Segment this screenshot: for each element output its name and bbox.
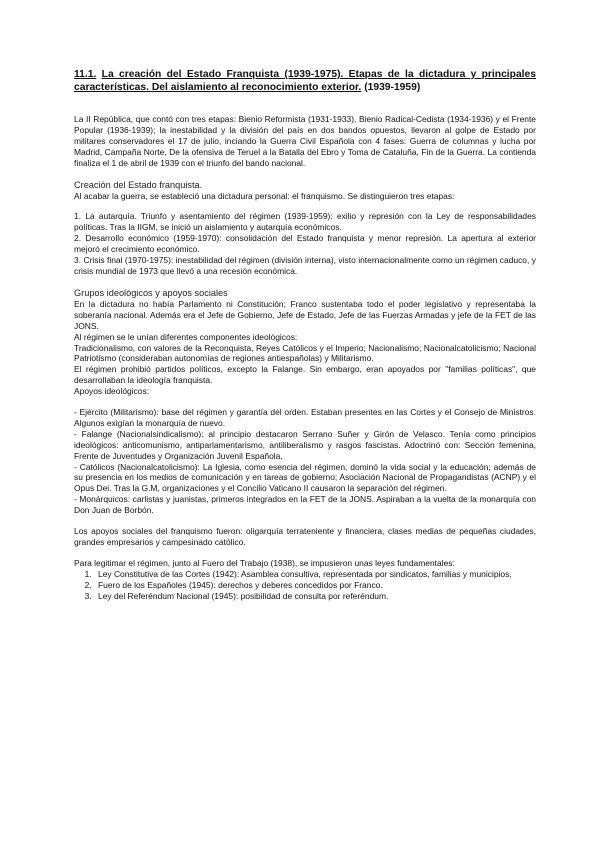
creation-heading: Creación del Estado franquista. (74, 179, 203, 190)
laws-list (74, 569, 536, 602)
title-dates: (1939-1959) (364, 82, 421, 93)
groups-paragraph: Tradicionalismo, con valores de la Reconquista, Reyes Católicos y el Imperio; Nacionalismo; Nacionalcatolicismo; Nacional Patriotismo (consideraban autonomías de regiones antiespañolas) y Militarismo. (74, 342, 536, 364)
creation-text: Al acabar la guerra, se estableció una dictadura personal: el franquismo. Se distinguieron tres etapas: (74, 190, 455, 201)
social-paragraph: Los apoyos sociales del franquismo fueron: oligarquía terrateniente y financiera, clases medias de pequeñas ciudades, grandes empresarios y campesinado católico. (74, 526, 536, 547)
stage-item: 3. Crisis final (1970-1975): inestabilidad del régimen (división interna), visto internacionalmente como un régimen caduco, y crisis mundial de 1973 que llevó a una recesión económica. (74, 255, 536, 276)
page-title (74, 68, 536, 94)
title-number: 11.1. (74, 69, 97, 80)
law-item: 3. Ley del Referéndum Nacional (1945): posibilidad de consulta por referéndum. (94, 591, 536, 602)
groups-paragraph: El régimen prohibió partidos políticos, excepto la Falange. Sin embargo, eran apoyados por "familias políticas", que desarrollaban la ideología franquista. (74, 364, 536, 386)
intro-paragraph: La II República, que contó con tres etapas: Bienio Reformista (1931-1933), Bienio Radical-Cedista (1934-1936) y el Frente Popular (1936-1939); la inestabilidad y la división del país en dos bandos opuestos, llevaron al golpe de Estado por militares conservadores el 17 de julio, inciando la Guerra Civil Española con 4 fases: Guerra de columnas y lucha por Madrid, Campaña Norte, De la ofensiva de Teruel a la Batalla del Ebro y Toma de Cataluña, Fin de la Guerra. La contienda finaliza el 1 de abril de 1939 con el triunfo del bando nacional. (74, 114, 536, 168)
support-item: - Falange (Nacionalsindicalismo): al principio destacaron Serrano Suñer y Girón de Velasco. Tenía como principios ideológicos: anticomunismo, antiparlamentarismo, antiliberalismo y rasgos fascistas. Adoctrinó con: Sección femenina, Frente de Juventudes y Organización Juvenil Española. (74, 428, 536, 461)
laws-intro: Para legitimar el régimen, junto al Fuero del Trabajo (1938), se impusieron unas leyes fundamentales: (74, 557, 455, 568)
support-item: - Ejército (Militarismo): base del régimen y garantía del orden. Estaban presentes en las Cortes y el Consejo de Ministros. Algunos exigían la monarquía de nuevo. (74, 407, 536, 428)
document-page (74, 68, 536, 602)
law-item: 2. Fuero de los Españoles (1945): derechos y deberes concedidos por Franco. (94, 580, 536, 591)
stage-item: 1. La autarquía. Triunfo y asentamiento del régimen (1939-1959): exilio y represión con la Ley de responsabilidades políticas. Tras la IIGM, se inició un aislamiento y autarquía económicos. (74, 211, 536, 233)
stage-item: 2. Desarrollo económico (1959-1970): consolidación del Estado franquista y menor represión. La apertura al exterior mejoró el crecimiento económico. (74, 233, 536, 255)
groups-heading: Grupos ideológicos y apoyos sociales (74, 287, 228, 298)
support-item: - Católicos (Nacionalcatolicismo): La Iglesia, como esencia del régimen, dominó la vida social y la educación; además de su presencia en los medios de comunicación y en tareas de gobierno; Asociación Nacional de Propagandistas (ACNP) y el Opus Dei. Tras la G.M, organizaciones y el Concilio Vaticano II causaron la separación del régimen. (74, 461, 536, 494)
groups-paragraph: En la dictadura no había Parlamento ni Constitución; Franco sustentaba todo el poder legislativo y representaba la soberanía nacional. Además era el Jefe de Gobierno, Jefe de Estado, Jefe de las Fuerzas Armadas y jefe de la FET de las JONS. (74, 298, 536, 331)
support-item: - Monárquicos: carlistas y juanistas, primeros integrados en la FET de la JONS. Aspiraban a la vuelta de la monarquía con Don Juan de Borbón. (74, 494, 536, 516)
title-main: La creación del Estado Franquista (1939-1975). Etapas de la dictadura y principales características. Del aislamiento al reconocimiento exterior. (74, 69, 536, 93)
law-item: 1. Ley Constitutiva de las Cortes (1942): Asamblea consultiva, representada por sindicatos, familias y municipios. (94, 569, 536, 580)
groups-paragraph: Apoyos ideológicos: (74, 386, 150, 397)
groups-paragraph: Al régimen se le unían diferentes componentes ideológicos: (74, 331, 298, 342)
